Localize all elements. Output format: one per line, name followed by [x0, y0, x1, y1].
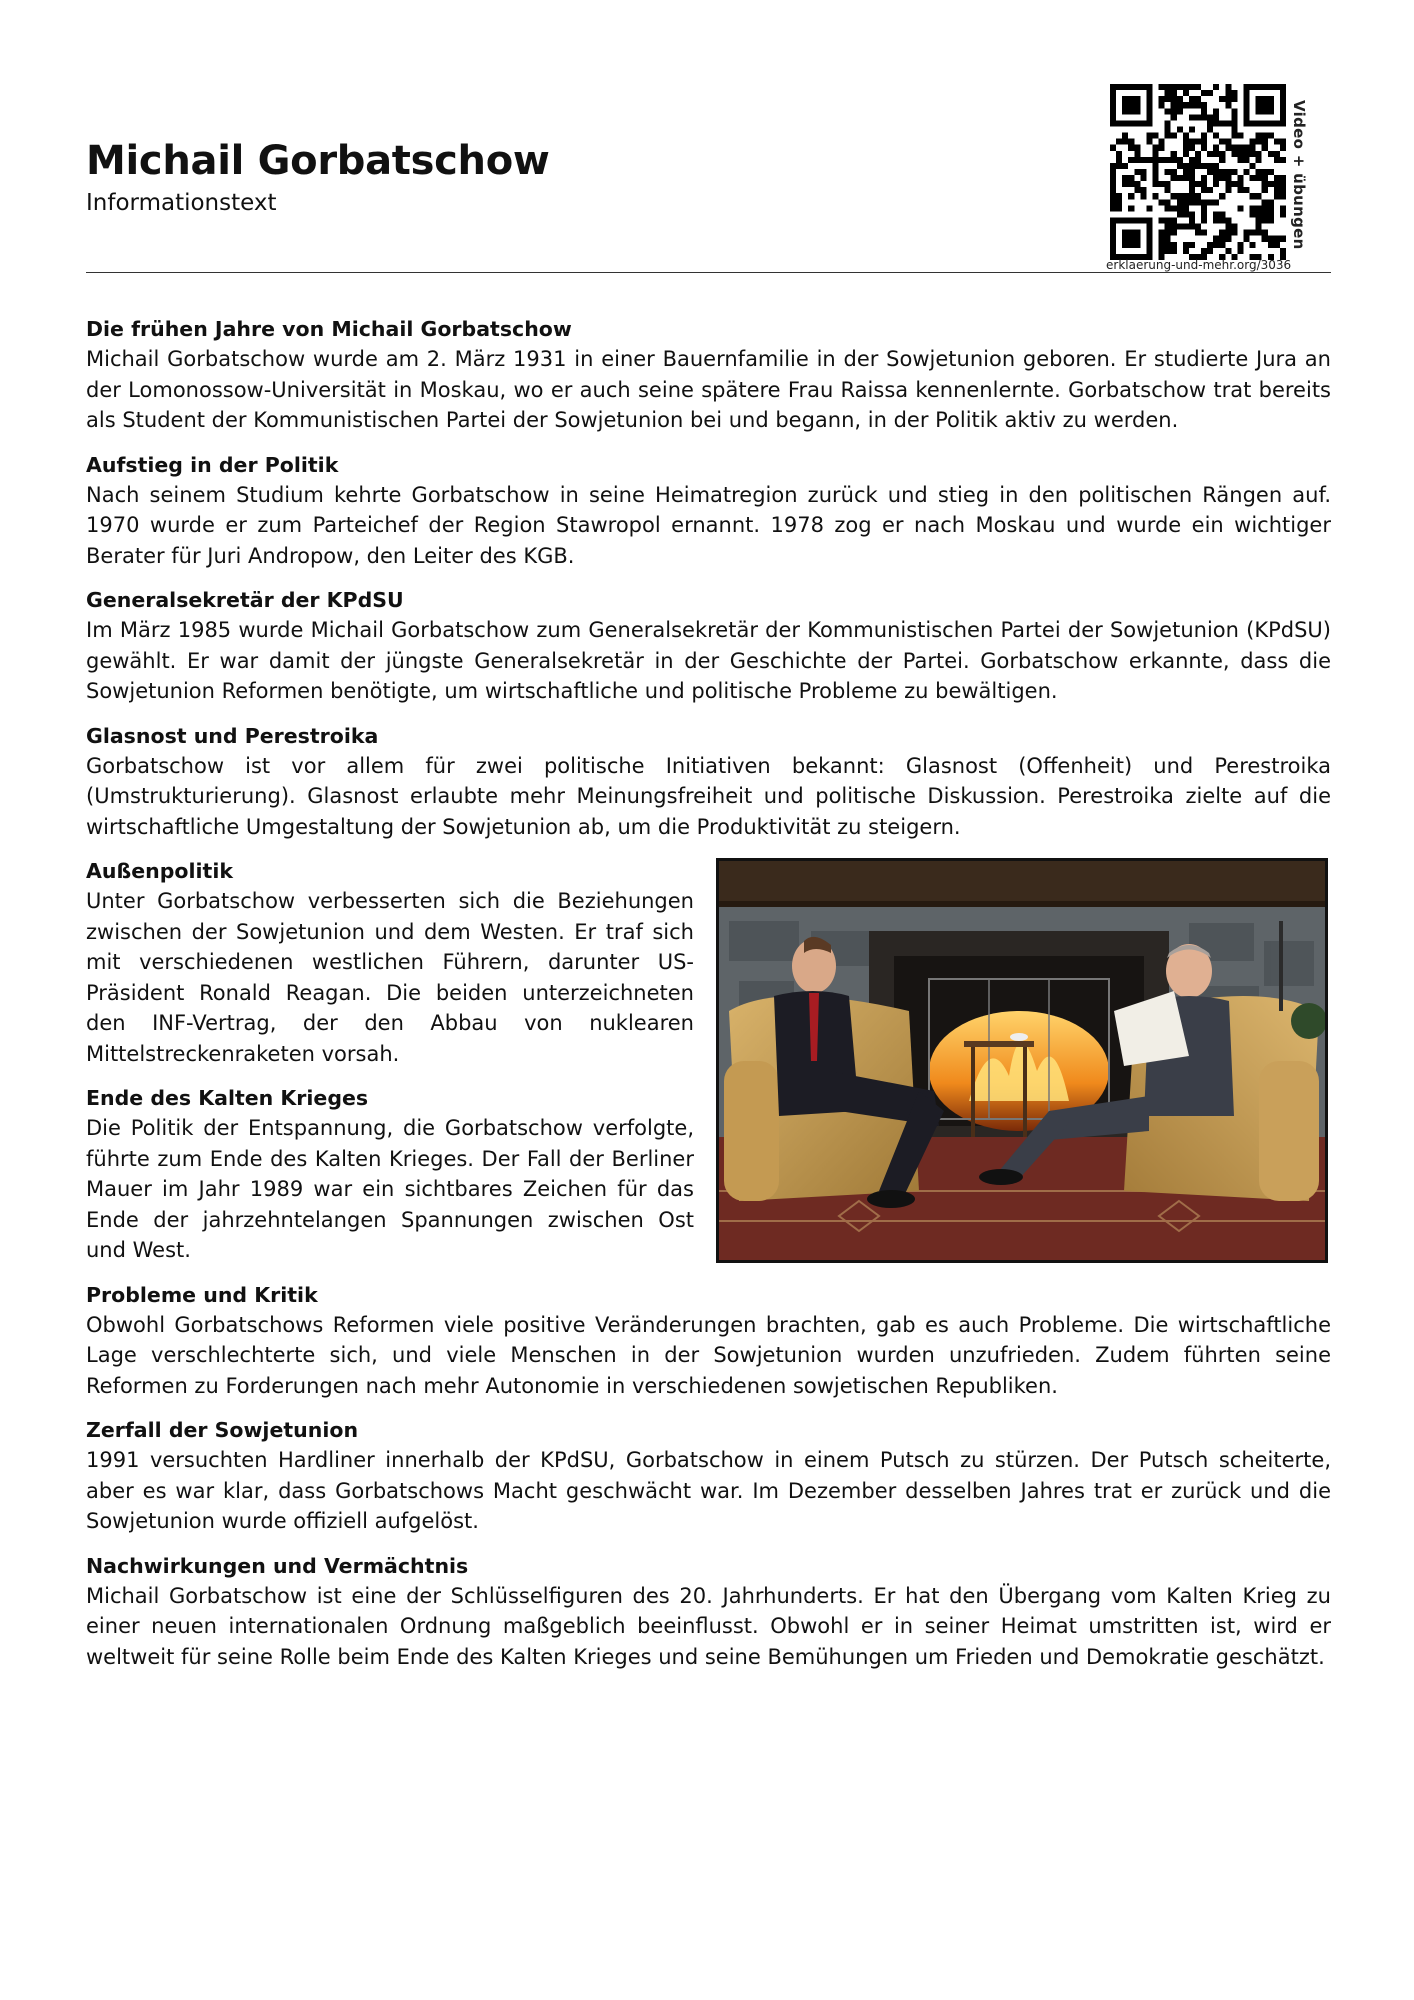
section-text: Michail Gorbatschow ist eine der Schlüsselfiguren des 20. Jahrhunderts. Er hat den Übergang vom Kalten Krieg zu einer neuen internationalen Ordnung maßgeblich beeinflusst. Obwohl er in seiner Heimat umstritten ist, wird er weltweit für seine Rolle beim Ende des Kalten Krieges und seine Bemühungen um Frieden und Demokratie geschätzt.: [86, 1583, 1331, 1669]
article-body: [86, 314, 1331, 1686]
section-text: Im März 1985 wurde Michail Gorbatschow zum Generalsekretär der Kommunistischen Partei der Sowjetunion (KPdSU) gewählt. Er war damit der jüngste Generalsekretär in der Geschichte der Partei. Gorbatschow erkannte, dass die Sowjetunion Reformen benötigte, um wirtschaftliche und politische Probleme zu bewältigen.: [86, 618, 1331, 703]
section-general-secretary: [86, 585, 1331, 707]
qr-code[interactable]: [1110, 84, 1286, 260]
section-heading: Aufstieg in der Politik: [86, 452, 339, 477]
section-foreign-policy: [86, 856, 694, 1069]
section-text: Nach seinem Studium kehrte Gorbatschow in seine Heimatregion zurück und stieg in den politischen Rängen auf. 1970 wurde er zum Parteichef der Region Stawropol ernannt. 1978 zog er nach Moskau und wurde ein wichtiger Berater für Juri Andropow, den Leiter des KGB.: [86, 482, 1331, 568]
section-glasnost-perestroika: [86, 721, 1331, 843]
section-text: Unter Gorbatschow verbesserten sich die Beziehungen zwischen der Sowjetunion und dem Westen. Er traf sich mit verschiedenen westlichen Führern, darunter US-Präsident Ronald Reagan. Die beiden unterzeichneten den INF-Vertrag, der den Abbau von nuklearen Mittelstreckenraketen vorsah.: [86, 889, 694, 1066]
section-heading: Außenpolitik: [86, 859, 233, 883]
section-legacy: [86, 1551, 1331, 1673]
photo-row: [86, 856, 1331, 1266]
section-text: Obwohl Gorbatschows Reformen viele positive Veränderungen brachten, gab es auch Probleme. Die wirtschaftliche Lage verschlechterte sich, und viele Menschen in der Sowjetunion wurden unzufrieden. Zudem führten seine Reformen zu Forderungen nach mehr Autonomie in verschiedenen sowjetischen Republiken.: [86, 1312, 1331, 1398]
photo-row-text: [86, 856, 694, 1266]
section-rise-in-politics: [86, 450, 1331, 572]
section-text: 1991 versuchten Hardliner innerhalb der KPdSU, Gorbatschow in einem Putsch zu stürzen. Der Putsch scheiterte, aber es war klar, dass Gorbatschows Macht geschwächt war. Im Dezember desselben Jahres trat er zurück und die Sowjetunion wurde offiziell aufgelöst.: [86, 1448, 1331, 1533]
section-early-years: [86, 314, 1331, 436]
section-text: Die Politik der Entspannung, die Gorbatschow verfolgte, führte zum Ende des Kalten Krieges. Der Fall der Berliner Mauer im Jahr 1989 war ein sichtbares Zeichen für das Ende der jahrzehntelangen Spannungen zwischen Ost und West.: [86, 1116, 694, 1262]
section-end-cold-war: [86, 1083, 694, 1266]
photo-fireside-meeting: [716, 858, 1328, 1263]
qr-side-label: Video + übungen: [1290, 100, 1308, 250]
section-heading: Probleme und Kritik: [86, 1282, 318, 1307]
section-problems-critique: [86, 1280, 1331, 1402]
section-heading: Ende des Kalten Krieges: [86, 1086, 369, 1110]
section-text: Gorbatschow ist vor allem für zwei politische Initiativen bekannt: Glasnost (Offenheit) und Perestroika (Umstrukturierung). Glasnost erlaubte mehr Meinungsfreiheit und politische Diskussion. Perestroika zielte auf die wirtschaftliche Umgestaltung der Sowjetunion ab, um die Produktivität zu steigern.: [86, 753, 1331, 839]
section-text: Michail Gorbatschow wurde am 2. März 1931 in einer Bauernfamilie in der Sowjetunion geboren. Er studierte Jura an der Lomonossow-Universität in Moskau, wo er auch seine spätere Frau Raissa kennenlernte. Gorbatschow trat bereits als Student der Kommunistischen Partei der Sowjetunion bei und begann, in der Politik aktiv zu werden.: [86, 347, 1331, 432]
page-header: [86, 138, 550, 216]
page-title: Michail Gorbatschow: [86, 138, 550, 184]
section-heading: Generalsekretär der KPdSU: [86, 588, 404, 612]
section-heading: Zerfall der Sowjetunion: [86, 1418, 359, 1442]
section-dissolution: [86, 1415, 1331, 1537]
section-heading: Die frühen Jahre von Michail Gorbatschow: [86, 317, 572, 341]
qr-url: erklaerung-und-mehr.org/3036: [1106, 258, 1292, 272]
header-divider: [86, 272, 1331, 273]
section-heading: Nachwirkungen und Vermächtnis: [86, 1553, 469, 1578]
page-subtitle: Informationstext: [86, 190, 277, 216]
section-heading: Glasnost und Perestroika: [86, 723, 379, 748]
